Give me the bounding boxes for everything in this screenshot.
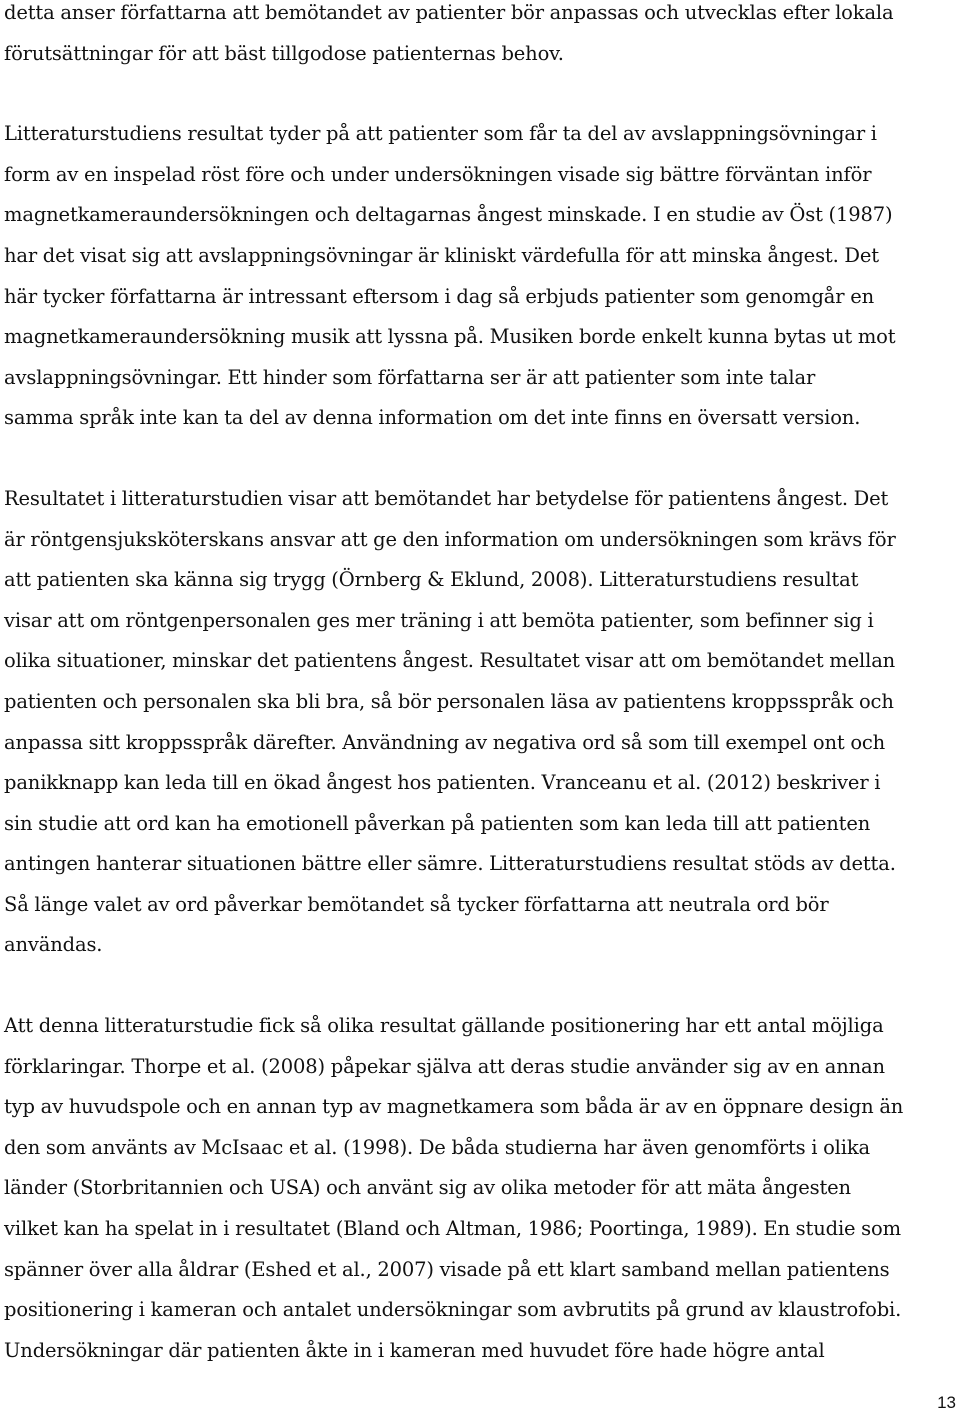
text-line: vilket kan ha spelat in i resultatet (Bland och Altman, 1986; Poortinga, 1989). En studie som <box>4 1217 901 1241</box>
page-number: 13 <box>937 1393 956 1412</box>
text-line: har det visat sig att avslappningsövningar är kliniskt värdefulla för att minska ångest. Det <box>4 243 879 267</box>
text-line: användas. <box>4 933 103 957</box>
text-line: länder (Storbritannien och USA) och använt sig av olika metoder för att mäta ångesten <box>4 1176 851 1200</box>
text-line: Att denna litteraturstudie fick så olika resultat gällande positionering har ett antal möjliga <box>4 1014 884 1038</box>
text-line: form av en inspelad röst före och under undersökningen visade sig bättre förväntan inför <box>4 162 872 186</box>
text-line: visar att om röntgenpersonalen ges mer träning i att bemöta patienter, som befinner sig i <box>4 608 874 632</box>
text-line: panikknapp kan leda till en ökad ångest hos patienten. Vranceanu et al. (2012) beskriver i <box>4 771 881 795</box>
text-line: anpassa sitt kroppsspråk därefter. Användning av negativa ord så som till exempel ont och <box>4 730 886 754</box>
text-line: Så länge valet av ord påverkar bemötandet så tycker författarna att neutrala ord bör <box>4 892 829 916</box>
text-line: typ av huvudspole och en annan typ av magnetkamera som båda är av en öppnare design än <box>4 1095 904 1119</box>
text-line: Resultatet i litteraturstudien visar att bemötandet har betydelse för patientens ångest. Det <box>4 486 889 510</box>
text-line: förutsättningar för att bäst tillgodose patienternas behov. <box>4 41 564 65</box>
text-line: magnetkameraundersökningen och deltagarnas ångest minskade. I en studie av Öst (1987) <box>4 203 893 227</box>
text-line: patienten och personalen ska bli bra, så bör personalen läsa av patientens kroppsspråk och <box>4 689 894 713</box>
paragraph-gap <box>4 74 954 114</box>
paragraph-3 <box>4 479 954 966</box>
text-line: att patienten ska känna sig trygg (Örnberg & Eklund, 2008). Litteraturstudiens resultat <box>4 568 859 592</box>
text-line: Undersökningar där patienten åkte in i kameran med huvudet före hade högre antal <box>4 1338 825 1362</box>
paragraph-4 <box>4 1006 954 1371</box>
text-line: avslappningsövningar. Ett hinder som författarna ser är att patienter som inte talar <box>4 365 816 389</box>
text-line: samma språk inte kan ta del av denna information om det inte finns en översatt version. <box>4 406 861 430</box>
text-line: är röntgensjuksköterskans ansvar att ge den information om undersökningen som krävs för <box>4 527 896 551</box>
text-line: sin studie att ord kan ha emotionell påverkan på patienten som kan leda till att patienten <box>4 811 871 835</box>
text-line: olika situationer, minskar det patientens ångest. Resultatet visar att om bemötandet mellan <box>4 649 896 673</box>
document-page <box>4 0 954 1371</box>
paragraph-2 <box>4 114 954 439</box>
paragraph-gap <box>4 439 954 479</box>
text-line: förklaringar. Thorpe et al. (2008) påpekar själva att deras studie använder sig av en annan <box>4 1054 885 1078</box>
text-line: här tycker författarna är intressant eftersom i dag så erbjuds patienter som genomgår en <box>4 284 874 308</box>
paragraph-gap <box>4 966 954 1006</box>
text-line: magnetkameraundersökning musik att lyssna på. Musiken borde enkelt kunna bytas ut mot <box>4 325 896 349</box>
text-line: den som använts av McIsaac et al. (1998). De båda studierna har även genomförts i olika <box>4 1135 870 1159</box>
text-line: Litteraturstudiens resultat tyder på att patienter som får ta del av avslappningsövningar i <box>4 122 877 146</box>
text-line: positionering i kameran och antalet undersökningar som avbrutits på grund av klaustrofobi. <box>4 1298 902 1322</box>
text-line: antingen hanterar situationen bättre eller sämre. Litteraturstudiens resultat stöds av detta. <box>4 852 896 876</box>
text-line: spänner över alla åldrar (Eshed et al., 2007) visade på ett klart samband mellan patientens <box>4 1257 890 1281</box>
text-line: detta anser författarna att bemötandet av patienter bör anpassas och utvecklas efter lokala <box>4 1 894 24</box>
paragraph-1 <box>4 0 954 74</box>
